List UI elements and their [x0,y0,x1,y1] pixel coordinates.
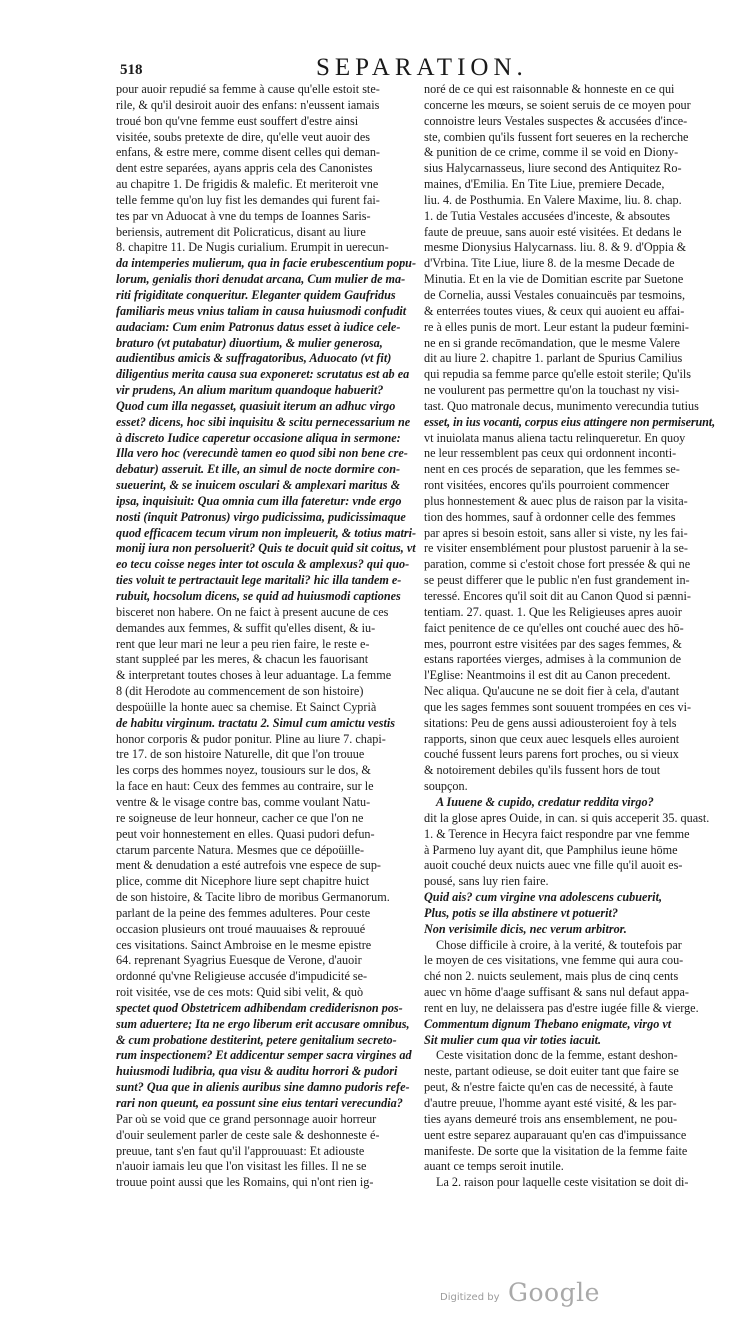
text-line: se peust differer que le public n'en fust grandement in- [424,573,690,588]
text-line: sitations: Peu de gens aussi adiousteroient foy à tels [424,715,677,730]
text-line: peut, & n'estre faicte qu'en cas de necessité, à faute [424,1080,674,1095]
text-line: uent estre separez auparauant qu'en cas d'impuissance [424,1127,687,1142]
text-line: preuue, tant s'en faut qu'il l'approuuast: Et adiouste [116,1143,365,1158]
text-line: Quod cum illa negasset, quasiuit iterum an adhuc virgo [116,398,396,413]
text-line: eo tecu coisse neges inter tot oscula & amplexus? qui quo- [116,557,410,572]
text-line: rile, & qu'il desiroit auoir des enfans: n'eussent iamais [116,97,380,112]
page-number: 518 [120,62,143,78]
text-line: ront visitées, encores qu'ils pourroient commencer [424,478,670,493]
text-line: l'Eglise: Neantmoins il est dit au Canon precedent. [424,668,671,683]
text-line: Illa vero hoc (verecundè tamen eo quod sibi non bene cre- [116,446,408,461]
text-line: rubuit, hocsolum dicens, se quid ad huiusmodi captiones [116,589,401,603]
text-line: stant suppleé par les meres, & chacun les fauorisant [116,652,369,667]
text-line: despoüille la honte auec sa chemise. Et Sainct Cyprià [116,699,377,714]
text-line: tast. Quo matronale decus, munimento verecundia tutius [424,398,699,413]
text-line: neste, partant odieuse, se doit euiter tant que faire se [424,1064,679,1079]
running-title: SEPARATION. [316,54,528,81]
text-line: vir prudens, An alium maritum quandoque habuerit? [116,383,384,398]
text-line: estans raportées vierges, admises à la communion de [424,652,681,667]
text-line: auant ce temps seroit inutile. [424,1159,564,1174]
text-line: honor corporis & pudor ponitur. Pline au liure 7. chapi- [116,731,386,746]
text-line: ctarum parcente Natura. Mesmes que ce dépoüille- [116,842,365,857]
text-line: tre 17. de son histoire Naturelle, dit que l'on trouue [116,747,365,762]
text-line: & cum probatione destiterint, petere genitalium secreto- [116,1032,397,1047]
text-line: troué bon qu'vne femme eust souffert d'estre ainsi [116,113,359,128]
text-line: plus honnestement & auec plus de raison par la visita- [424,493,688,508]
text-line: nent en ces procés de separation, que les femmes se- [424,462,680,477]
text-line: auec vn hōme d'aage suffisant & sans nul defaut appa- [424,985,689,1000]
text-line: 64. reprenant Syagrius Euesque de Verone, d'auoir [116,953,362,968]
text-line: manifeste. De sorte que la visitation de la femme faite [424,1143,688,1158]
text-line: ne voulurent pas permettre qu'on la touchast ny visi- [424,383,680,398]
text-line: monij iura non persoluerit? Quis te docuit quid sit coitus, vt [116,541,416,556]
text-line: rent que leur mari ne leur a peu rien faire, le reste e- [116,636,370,651]
text-line: Chose difficile à croire, à la verité, & toutefois par [436,937,682,952]
text-line: braturo (vt putabatur) diuortium, & mulier generosa, [116,335,383,350]
text-line: Non verisimile dicis, nec verum arbitror. [424,921,627,936]
text-line: dit la glose apres Ouide, in can. si quis acceperit 35. quast. [424,810,710,825]
text-line: ordonné qu'vne Religieuse accusée d'impudicité se- [116,969,368,984]
text-line: soupçon. [424,779,468,794]
text-line: ment & denudation a esté autrefois vne espece de sup- [116,858,381,873]
text-line: plice, comme dit Nicephore liure sept chapitre huict [116,874,370,889]
text-line: ne en si grande recōmandation, que le mesme Valere [424,335,680,350]
text-line: re à elles punis de mort. Leur estant la pudeur fœmini- [424,319,689,334]
text-line: teressé. Encores qu'il soit dit au Canon Quod si pænni- [424,589,691,603]
text-line: peut voir honnestement en elles. Quasi pudori defun- [116,826,375,841]
text-line: que les sages femmes sont souuent trompées en ces vi- [424,699,692,714]
text-line: pousé, sans luy rien faire. [424,874,549,889]
text-line: au chapitre 1. De frigidis & malefic. Et meriteroit vne [116,177,379,192]
text-line: da intemperies mulierum, qua in facie erubescentium popu- [116,256,416,271]
text-line: parlant de la peine des femmes adulteres. Pour ceste [116,905,371,920]
text-line: paration, comme si c'estoit chose fort pressée & qui ne [424,557,691,572]
text-line: telle femme qu'on luy fist les demandes qui furent fai- [116,192,380,207]
text-line: rent en luy, ne delaissera pas d'estre iugée fille & vierge. [424,1000,699,1015]
text-line: diligentius merita causa sua exponeret: scrutatus est ab ea [116,367,410,382]
text-line: re soigneuse de leur honneur, cacher ce que l'on ne [116,810,364,825]
text-line: mesme Dionysius Halycarnass. liu. 8. & 9. d'Oppia & [424,240,687,255]
text-line: les corps des hommes noyez, tousiours sur le dos, & [116,763,371,778]
text-line: maines, d'Emilia. En Tite Liue, premiere Decade, [424,177,665,192]
text-line: tes par vn Aduocat à vne du temps de Ioannes Saris- [116,208,371,223]
text-line: rum inspectionem? Et addicentur semper sacra virgines ad [116,1048,412,1063]
text-line: Nec aliqua. Qu'aucune ne se doit fier à cela, d'autant [424,684,680,699]
text-line: de son histoire, & Tacite libro de moribus Germanorum. [116,890,390,905]
text-line: ste, combien qu'ils fussent fort seueres en la recherche [424,129,689,144]
text-line: & notoirement debiles qu'ils fussent hors de tout [424,763,661,778]
text-line: faict penitence de ce qu'elles ont couché auec des hō- [424,620,684,635]
text-line: Par où se void que ce grand personnage auoir horreur [116,1111,377,1126]
text-line: audaciam: Cum enim Patronus datus esset à iudice cele- [116,319,401,334]
text-line: roit visitée, vse de ces mots: Quid sibi velit, & quò [116,985,364,1000]
text-line: quod efficacem tecum virum non impleuerit, & totius matri- [116,525,416,540]
text-line: tentiam. 27. quast. 1. Que les Religieuses apres auoir [424,604,682,619]
text-line: debatur) asseruit. Et ille, an simul de nocte dormire con- [116,462,401,477]
text-line: pour auoir repudié sa femme à cause qu'elle estoit ste- [116,82,380,96]
text-line: esset, in ius vocanti, corpus eius attingere non permiserunt, [424,414,715,429]
text-line: & enterrées toutes viues, & ceux qui auoient eu affai- [424,303,685,318]
text-line: auoit couché deux nuicts auec vne fille qu'il auoit es- [424,858,683,873]
text-line: connoistre leurs Vestales suspectes & accusées d'ince- [424,113,688,128]
text-line: qui repudia sa femme parce qu'elle estoit sterile; Qu'ils [424,367,692,382]
text-line: bisceret non habere. On ne faict à present aucune de ces [116,604,389,619]
text-line: trouue point aussi que les Romains, qui n'ont rien ig- [116,1175,374,1190]
digitized-by-label: Digitized by [440,1292,500,1303]
text-line: couché fussent leurs parens fort proches, ou si vieux [424,747,679,762]
text-line: d'ouir seulement parler de ceste sale & deshonneste é- [116,1127,380,1142]
text-line: Minutia. Et en la vie de Domitian escrite par Suetone [424,272,684,287]
text-line: vt inuiolata manus aliena tactu relinqueretur. En quoy [424,430,686,445]
text-line: ventre & le visage contre bas, comme voulant Natu- [116,794,371,809]
right-text-column [424,82,715,1191]
text-line: le moyen de ces visitations, vne femme qui aura cou- [424,953,684,968]
text-line: riti frigiditate conqueritur. Eleganter quidem Gaufridus [116,287,396,302]
text-line: n'auoir iamais leu que l'on visitast les filles. Il ne se [116,1159,367,1174]
text-line: sius Halycarnasseus, liure second des Antiquitez Ro- [424,161,682,176]
text-line: Quid ais? cum virgine vna adolescens cubuerit, [424,890,663,905]
text-line: dit au liure 2. chapitre 1. parlant de Spurius Camilius [424,351,683,366]
text-line: ties ayans demeuré trois ans ensemblement, ne pou- [424,1111,678,1126]
text-line: sueuerint, & se inuicem osculari & amplexari maritus & [116,478,401,493]
text-line: la face en haut: Ceux des femmes au contraire, sur le [116,779,374,794]
text-line: demandes aux femmes, & suffit qu'elles disent, & iu- [116,620,376,635]
text-line: Ceste visitation donc de la femme, estant deshon- [436,1048,678,1063]
text-line: tion des hommes, sauf à ordonner celle des femmes [424,509,676,524]
text-line: 1. de Tutia Vestales accusées d'inceste, & absoutes [424,208,671,223]
text-line: rapports, sinon que ceux auec lesquels elles auroient [424,731,680,746]
text-line: La 2. raison pour laquelle ceste visitation se doit di- [436,1175,689,1190]
digitization-watermark [440,1278,630,1308]
text-line: d'autre preuue, l'homme ayant esté visité, & les par- [424,1096,677,1110]
left-text-column [116,82,416,1191]
text-line: ne leur ressemblent pas ceux qui ordonnent inconti- [424,446,677,461]
text-line: concerne les mœurs, se soient seruis de ce moyen pour [424,97,691,112]
text-line: & punition de ce crime, comme il se void en Diony- [424,145,679,160]
text-line: à discreto Iudice caperetur occasione aliqua in sermone: [116,430,401,445]
text-line: lorum, genialis thori denudat arcana, Cum mulier de ma- [116,272,406,287]
text-line: Plus, potis se illa abstinere vt potuerit? [424,905,618,920]
text-line: 8 (dit Herodote au commencement de son histoire) [116,684,364,699]
text-line: Commentum dignum Thebano enigmate, virgo vt [424,1016,672,1031]
text-line: d'Vrbina. Tite Liue, liure 8. de la mesme Decade de [424,256,675,271]
text-line: Sit mulier cum qua vir toties iacuit. [424,1032,602,1047]
text-line: par apres si besoin estoit, sans aller si viste, ny les fai- [424,525,688,540]
text-line: sum aduertere; Ita ne ergo liberum erit accusare omnibus, [116,1016,410,1031]
text-line: ces visitations. Sainct Ambroise en le mesme epistre [116,937,372,952]
text-line: enfans, & estre mere, comme disent celles qui deman- [116,145,380,160]
text-line: dent estre separées, ayans appris cela des Canonistes [116,161,373,176]
text-line: ipsa, inquisiuit: Qua omnia cum illa fateretur: vnde ergo [116,493,402,508]
text-line: sunt? Qua que in alienis auribus sine damno pudoris refe- [116,1080,410,1095]
text-line: familiaris meus vnius taliam in causa huiusmodi confudit [116,303,407,318]
text-line: de habitu virginum. tractatu 2. Simul cum amictu vestis [116,715,395,730]
text-line: esset? dicens, hoc sibi inquisitu & scitu pernecessarium ne [116,414,411,429]
text-line: de Cornelia, aussi Vestales conuaincuës par tesmoins, [424,287,686,302]
text-line: liu. 4. de Posthumia. En Valere Maxime, liu. 8. chap. [424,192,682,207]
text-line: 8. chapitre 11. De Nugis curialium. Erumpit in uerecun- [116,240,389,255]
text-line: spectet quod Obstetricem adhibendam crediderisnon pos- [116,1000,403,1015]
text-line: rari non queunt, ea possunt sine eius tentari verecundia? [116,1096,403,1110]
text-line: occasion plusieurs ont troué mauuaises & reprouué [116,921,366,936]
text-line: huiusmodi ludibria, qua visu & auditu horrori & pudori [116,1064,398,1079]
text-line: ties voluit te pertractauit lege maritali? hic illa tandem e- [116,573,402,588]
text-line: noré de ce qui est raisonnable & honneste en ce qui [424,82,675,96]
text-line: ché non 2. nuicts seulement, mais plus de cinq cents [424,969,679,984]
text-line: & interpretant toutes choses à leur aduantage. La femme [116,668,392,683]
text-line: 1. & Terence in Hecyra faict respondre par vne femme [424,826,690,841]
text-line: faute de preuue, sans auoir esté visitées. Et dedans le [424,224,682,239]
text-line: beriensis, autrement dit Policraticus, disant au liure [116,224,366,239]
page-header [120,54,620,84]
google-logo: Google [508,1278,600,1307]
text-line: re visiter ensemblément pour plustost paruenir à la se- [424,541,688,556]
text-line: A Iuuene & cupido, credatur reddita virgo? [436,794,654,809]
text-line: audientibus amicis & suffragatoribus, Aduocato (vt fit) [116,351,392,366]
text-line: à Parmeno luy ayant dit, que Pamphilus ieune hōme [424,842,678,857]
text-line: visitée, soubs pretexte de dire, qu'elle veut auoir des [116,129,370,144]
text-line: nosti (inquit Patronus) virgo pudicissima, pudicissimaque [116,509,406,524]
text-line: mes, pourront estre visitées par des sages femmes, & [424,636,682,651]
